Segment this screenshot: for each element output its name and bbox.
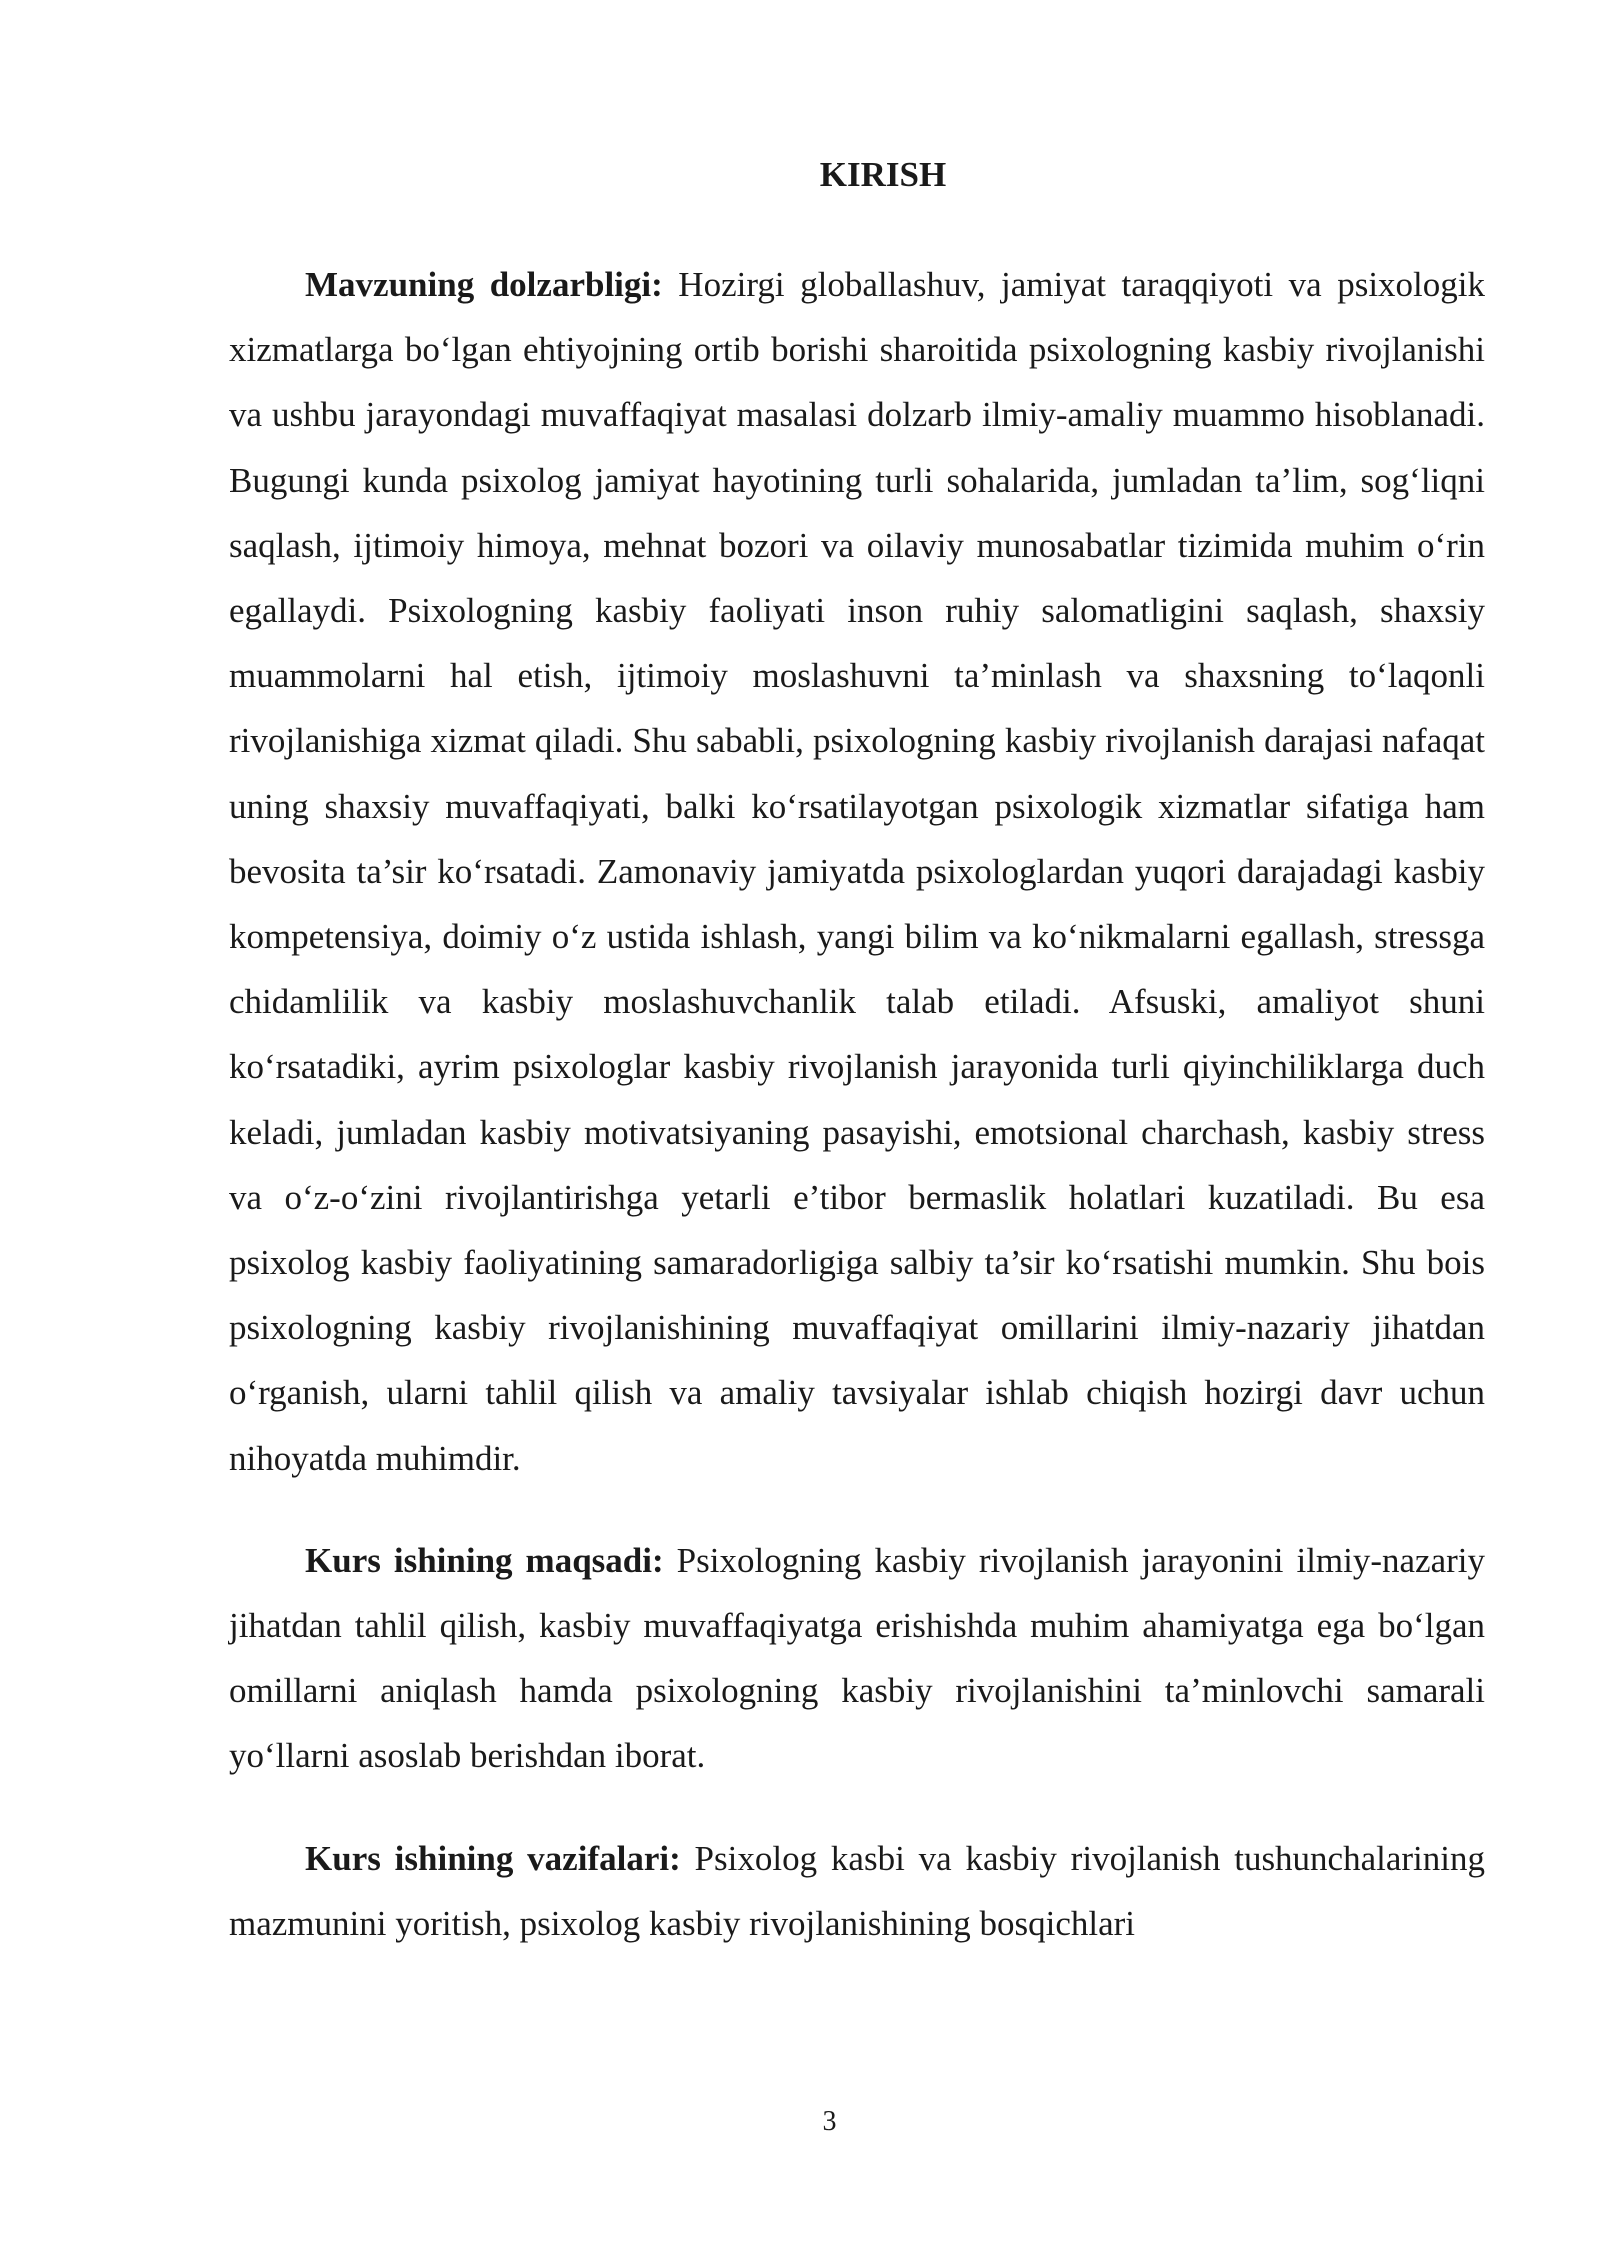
- page-number: 3: [822, 2106, 837, 2137]
- paragraph-text: Psixologning kasbiy rivojlanish jarayonini ilmiy-nazariy jihatdan tahlil qilish, kasbiy muvaffaqiyatga erishishda muhim ahamiyatga ega bo‘lgan omillarni aniqlash hamda psixologning kasbiy rivojlanishini ta’minlovchi samarali yo‘llarni asoslab berishdan iborat.: [229, 1540, 1486, 1776]
- paragraph-lead: Mavzuning dolzarbligi:: [305, 265, 663, 304]
- paragraph-text: Hozirgi globallashuv, jamiyat taraqqiyoti va psixologik xizmatlarga bo‘lgan ehtiyojning ortib borishi sharoitida psixologning kasbiy rivojlanishi va ushbu jarayondagi muvaffaqiyat masalasi dolzarb ilmiy-amaliy muammo hisoblanadi. Bugungi kunda psixolog jamiyat hayotining turli sohalarida, jumladan ta’lim, sog‘liqni saqlash, ijtimoiy himoya, mehnat bozori va oilaviy munosabatlar tizimida muhim o‘rin egallaydi. Psixologning kasbiy faoliyati inson ruhiy salomatligini saqlash, shaxsiy muammolarni hal etish, ijtimoiy moslashuvni ta’minlash va shaxsning to‘laqonli rivojlanishiga xizmat qiladi. Shu sababli, psixologning kasbiy rivojlanish darajasi nafaqat uning shaxsiy muvaffaqiyati, balki ko‘rsatilayotgan psixologik xizmatlar sifatiga ham bevosita ta’sir ko‘rsatadi. Zamonaviy jamiyatda psixologlardan yuqori darajadagi kasbiy kompetensiya, doimiy o‘z ustida ishlash, yangi bilim va ko‘nikmalarni egallash, stressga chidamlilik va kasbiy moslashuvchanlik talab etiladi. Afsuski, amaliyot shuni ko‘rsatadiki, ayrim psixologlar kasbiy rivojlanish jarayonida turli qiyinchiliklarga duch keladi, jumladan kasbiy motivatsiyaning pasayishi, emotsional charchash, kasbiy stress va o‘z-o‘zini rivojlantirishga yetarli e’tibor bermaslik holatlari kuzatiladi. Bu esa psixolog kasbiy faoliyatining samaradorligiga salbiy ta’sir ko‘rsatishi mumkin. Shu bois psixologning kasbiy rivojlanishining muvaffaqiyat omillarini ilmiy-nazariy jihatdan o‘rganish, ularni tahlil qilish va amaliy tavsiyalar ishlab chiqish hozirgi davr uchun nihoyatda muhimdir.: [229, 265, 1485, 1478]
- paragraph-tasks: [229, 1826, 1485, 1956]
- paragraph-goal: [229, 1528, 1485, 1789]
- paragraph-lead: Kurs ishining vazifalari:: [305, 1838, 681, 1878]
- document-page: [229, 150, 1485, 1993]
- section-heading: KIRISH: [819, 155, 947, 194]
- paragraph-lead: Kurs ishining maqsadi:: [305, 1540, 664, 1580]
- paragraph-text: Psixolog kasbi va kasbiy rivojlanish tushunchalarining mazmunini yoritish, psixolog kasbiy rivojlanishining bosqichlari: [229, 1838, 1485, 1943]
- paragraph-relevance: [229, 252, 1485, 1491]
